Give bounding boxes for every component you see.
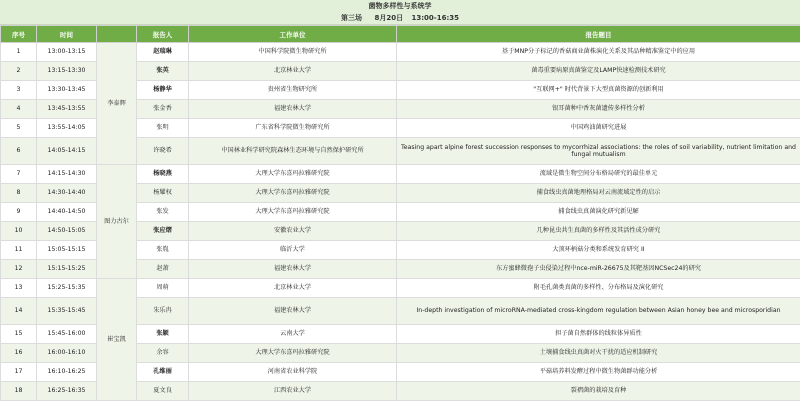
table-row <box>1 43 800 62</box>
row-time: 16:10-16:25 <box>37 363 97 382</box>
row-topic: Teasing apart alpine forest succession responses to mycorrhizal associations: the roles of soil variability, nutrient limitation and fungal mutualism <box>397 138 800 165</box>
row-speaker: 孔维丽 <box>137 363 189 382</box>
session-host: 图力古尔 <box>97 165 137 279</box>
row-number: 13 <box>1 279 37 298</box>
session-label: 第三场 <box>341 14 363 22</box>
row-topic: 附毛孔菌类真菌的多样性、分布格局及演化研究 <box>397 279 800 298</box>
row-speaker: 朱乐冉 <box>137 298 189 325</box>
col-header-host <box>97 26 137 43</box>
row-topic: In-depth investigation of microRNA-mediated cross-kingdom regulation between Asian honey bee and microsporidian <box>397 298 800 325</box>
row-number: 11 <box>1 241 37 260</box>
row-number: 10 <box>1 222 37 241</box>
row-number: 18 <box>1 382 37 401</box>
session-date: 8月20日 <box>374 14 404 22</box>
row-number: 17 <box>1 363 37 382</box>
row-time: 14:30-14:40 <box>37 184 97 203</box>
row-unit: 北京林业大学 <box>189 279 397 298</box>
row-speaker: 夏文良 <box>137 382 189 401</box>
col-header-time: 时间 <box>37 26 97 43</box>
row-unit: 福建农林大学 <box>189 260 397 279</box>
row-topic: 大顶环柄菇分类和系统发育研究 II <box>397 241 800 260</box>
row-number: 4 <box>1 100 37 119</box>
row-speaker: 杨晓燕 <box>137 165 189 184</box>
row-speaker: 赵萧 <box>137 260 189 279</box>
table-row <box>1 165 800 184</box>
row-unit: 中国林业科学研究院森林生态环境与自然保护研究所 <box>189 138 397 165</box>
row-speaker: 许晓希 <box>137 138 189 165</box>
table-header-row <box>1 26 800 43</box>
row-number: 16 <box>1 344 37 363</box>
row-unit: 福建农林大学 <box>189 298 397 325</box>
session-host: 崔宝凯 <box>97 279 137 401</box>
col-header-topic: 报告题目 <box>397 26 800 43</box>
row-time: 13:55-14:05 <box>37 119 97 138</box>
row-number: 9 <box>1 203 37 222</box>
row-number: 3 <box>1 81 37 100</box>
row-topic: 中国鸡油菌研究进展 <box>397 119 800 138</box>
row-time: 13:30-13:45 <box>37 81 97 100</box>
row-topic: 流域是微生物空间分布格局研究的最佳单元 <box>397 165 800 184</box>
row-number: 8 <box>1 184 37 203</box>
col-header-unit: 工作单位 <box>189 26 397 43</box>
row-unit: 江西农业大学 <box>189 382 397 401</box>
row-speaker: 周萌 <box>137 279 189 298</box>
row-speaker: 杨静华 <box>137 81 189 100</box>
row-unit: 贵州省生物研究所 <box>189 81 397 100</box>
row-topic: 几种昆虫共生真菌的多样性及其活性成分研究 <box>397 222 800 241</box>
table-body <box>1 43 800 401</box>
row-topic: 裂褶菌的栽培及育种 <box>397 382 800 401</box>
row-speaker: 张明 <box>137 119 189 138</box>
row-number: 12 <box>1 260 37 279</box>
row-number: 1 <box>1 43 37 62</box>
row-time: 16:00-16:10 <box>37 344 97 363</box>
row-unit: 云南大学 <box>189 325 397 344</box>
page-title: 菌物多样性与系统学 <box>368 2 432 10</box>
row-unit: 大理大学东喜玛拉雅研究院 <box>189 165 397 184</box>
row-topic: 捕食线虫真菌演化研究新见解 <box>397 203 800 222</box>
title-block <box>0 0 800 25</box>
session-line <box>0 12 800 24</box>
session-host: 李泰辉 <box>97 43 137 165</box>
row-time: 14:50-15:05 <box>37 222 97 241</box>
row-number: 2 <box>1 62 37 81</box>
row-topic: 基于MNP分子标记的香菇商业菌株演化关系及其品种精准鉴定中的应用 <box>397 43 800 62</box>
row-time: 16:25-16:35 <box>37 382 97 401</box>
row-speaker: 张颖 <box>137 325 189 344</box>
row-topic: 银耳菌种中香灰菌遗传多样性分析 <box>397 100 800 119</box>
row-number: 7 <box>1 165 37 184</box>
row-topic: 捕食线虫真菌地理格局对云南流域定性的启示 <box>397 184 800 203</box>
row-time: 14:40-14:50 <box>37 203 97 222</box>
row-unit: 北京林业大学 <box>189 62 397 81</box>
row-number: 15 <box>1 325 37 344</box>
row-time: 13:45-13:55 <box>37 100 97 119</box>
row-topic: "互联网+" 时代背景下大型真菌资源的创新利用 <box>397 81 800 100</box>
col-header-no: 序号 <box>1 26 37 43</box>
row-number: 6 <box>1 138 37 165</box>
row-time: 13:15-13:30 <box>37 62 97 81</box>
row-time: 14:05-14:15 <box>37 138 97 165</box>
row-speaker: 余容 <box>137 344 189 363</box>
row-topic: 土壤捕食线虫真菌对火干扰的适应机制研究 <box>397 344 800 363</box>
row-number: 14 <box>1 298 37 325</box>
schedule-table <box>0 25 800 401</box>
row-unit: 大理大学东喜玛拉雅研究院 <box>189 184 397 203</box>
col-header-speaker: 报告人 <box>137 26 189 43</box>
session-time: 13:00-16:35 <box>411 14 459 22</box>
table-row <box>1 279 800 298</box>
row-speaker: 杨耀权 <box>137 184 189 203</box>
row-time: 15:35-15:45 <box>37 298 97 325</box>
row-unit: 福建农林大学 <box>189 100 397 119</box>
row-unit: 河南省农业科学院 <box>189 363 397 382</box>
row-speaker: 张金香 <box>137 100 189 119</box>
row-speaker: 张胤 <box>137 241 189 260</box>
row-unit: 安徽农业大学 <box>189 222 397 241</box>
row-time: 15:25-15:35 <box>37 279 97 298</box>
row-number: 5 <box>1 119 37 138</box>
row-unit: 大理大学东喜玛拉雅研究院 <box>189 203 397 222</box>
row-time: 15:15-15:25 <box>37 260 97 279</box>
row-unit: 大理大学东喜玛拉雅研究院 <box>189 344 397 363</box>
row-unit: 广东省科学院微生物研究所 <box>189 119 397 138</box>
row-topic: 东方蜜蜂微孢子虫侵染过程中nce-miR-26675及其靶基因NCSec24的研究 <box>397 260 800 279</box>
row-speaker: 张英 <box>137 62 189 81</box>
row-speaker: 赵瑞琳 <box>137 43 189 62</box>
row-speaker: 张应熠 <box>137 222 189 241</box>
row-speaker: 张发 <box>137 203 189 222</box>
row-time: 15:45-16:00 <box>37 325 97 344</box>
row-unit: 中国科学院微生物研究所 <box>189 43 397 62</box>
row-time: 15:05-15:15 <box>37 241 97 260</box>
row-time: 14:15-14:30 <box>37 165 97 184</box>
row-topic: 担子菌自然群体的线粒体异质性 <box>397 325 800 344</box>
row-topic: 平菇培养料发酵过程中微生物菌群功能分析 <box>397 363 800 382</box>
row-topic: 菌毒重要病原真菌鉴定及LAMP快速检测技术研究 <box>397 62 800 81</box>
row-unit: 临沂大学 <box>189 241 397 260</box>
row-time: 13:00-13:15 <box>37 43 97 62</box>
